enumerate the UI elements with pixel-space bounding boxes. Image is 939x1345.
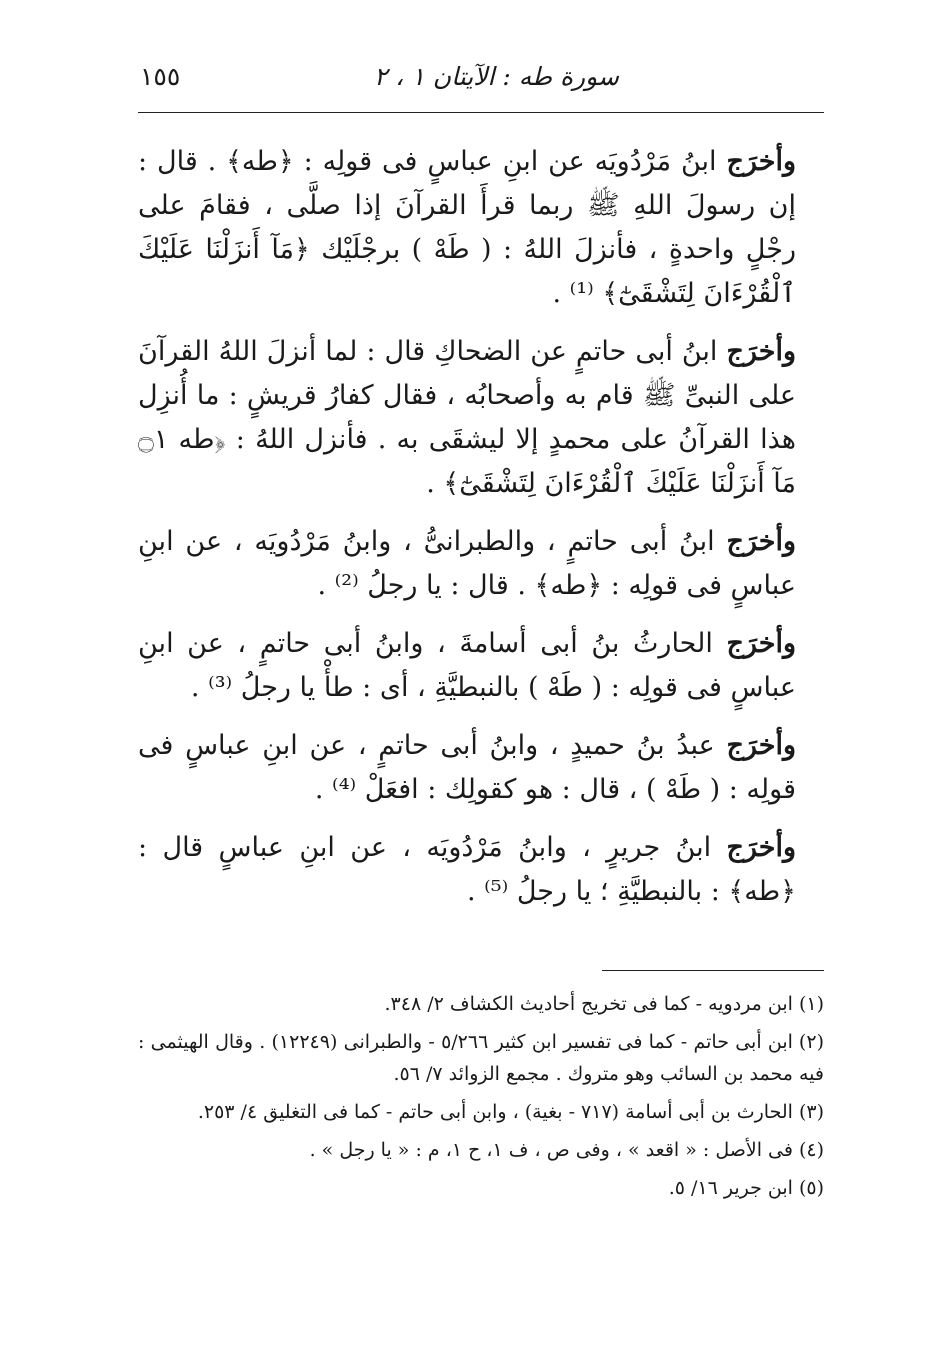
paragraph-lead: وأخرَج — [726, 526, 796, 557]
paragraph-lead: وأخرَج — [726, 146, 796, 177]
paragraph — [138, 826, 824, 914]
paragraph-text: الحارثُ بنُ أبى أسامةَ ، وابنُ أبى حاتمٍ ، عن ابنِ عباسٍ فى قولِه : ( طَهْ ) بالنبطيَّةِ ، أى : طأْ يا رجلُ ⁽³⁾ . — [138, 628, 796, 703]
footnote-number: (٢) — [798, 1031, 824, 1053]
paragraph — [138, 140, 824, 316]
footnote — [138, 1134, 824, 1166]
footnote-number: (١) — [798, 993, 824, 1015]
footnote — [138, 1026, 824, 1090]
footnote-text: ابن أبى حاتم - كما فى تفسير ابن كثير ٥/٢٦٦ - والطبرانى (١٢٢٤٩) . وقال الهيثمى : فيه محمد بن السائب وهو متروك . مجمع الزوائد ٧/ ٥٦. — [138, 1031, 824, 1085]
footnote — [138, 988, 824, 1020]
footnote-number: (٣) — [798, 1101, 824, 1123]
paragraph-lead: وأخرَج — [726, 628, 796, 659]
paragraph-lead: وأخرَج — [726, 832, 796, 863]
footnote — [138, 1096, 824, 1128]
footnote-number: (٤) — [798, 1139, 824, 1161]
paragraph-text: ابنُ أبى حاتمٍ ، والطبرانىُّ ، وابنُ مَرْدُويَه ، عن ابنِ عباسٍ فى قولِه : ﴿طه﴾ . قال : يا رجلُ ⁽²⁾ . — [138, 526, 796, 601]
page-number: ١٥٥ — [140, 62, 181, 91]
paragraph-text: ابنُ أبى حاتمٍ عن الضحاكِ قال : لما أنزلَ اللهُ القرآنَ على النبىِّ ﷺ قام به وأصحابُه ، فقال كفارُ قريشٍ : ما أُنزِل هذا القرآنُ على محمدٍ إلا ليشقَى به . فأنزل اللهُ : ﴿طه ۝١ مَآ أَنزَلْنَا عَلَيْكَ ٱلْقُرْءَانَ لِتَشْقَىٰٓ﴾ . — [138, 336, 796, 499]
footnote-number: (٥) — [798, 1177, 824, 1199]
paragraph-lead: وأخرَج — [726, 730, 796, 761]
paragraph — [138, 330, 824, 506]
running-header — [140, 58, 819, 98]
surah-title: سورة طه : الآيتان ١ ، ٢ — [373, 62, 619, 91]
footnote-text: ابن مردويه - كما فى تخريج أحاديث الكشاف ٢/ ٣٤٨. — [384, 993, 793, 1015]
paragraph — [138, 520, 824, 608]
paragraph-text: ابنُ جريرٍ ، وابنُ مَرْدُويَه ، عن ابنِ عباسٍ قال : ﴿طه﴾ : بالنبطيَّةِ ؛ يا رجلُ ⁽⁵⁾ . — [138, 832, 796, 907]
paragraph-text: عبدُ بنُ حميدٍ ، وابنُ أبى حاتمٍ ، عن ابنِ عباسٍ فى قولِه : ( طَهْ ) ، قال : هو كقولِك : افعَلْ ⁽⁴⁾ . — [138, 730, 796, 805]
footnote-text: فى الأصل : « اقعد » ، وفى ص ، ف ١، ح ١، م : « يا رجل » . — [309, 1139, 793, 1161]
paragraph-lead: وأخرَج — [726, 336, 796, 367]
footnote — [138, 1172, 824, 1204]
footnotes — [138, 988, 824, 1210]
main-text — [138, 140, 824, 928]
footnote-text: الحارث بن أبى أسامة (٧١٧ - بغية) ، وابن أبى حاتم - كما فى التغليق ٤/ ٢٥٣. — [197, 1101, 793, 1123]
paragraph — [138, 724, 824, 812]
paragraph — [138, 622, 824, 710]
header-rule — [138, 112, 824, 113]
paragraph-text: ابنُ مَرْدُويَه عن ابنِ عباسٍ فى قولِه : ﴿طه﴾ . قال : إن رسولَ اللهِ ﷺ ربما قرأَ القرآنَ إذا صلَّى ، فقامَ على رجْلٍ واحدةٍ ، فأنزلَ اللهُ : ( طَهْ ) برجْلَيْك ﴿مَآ أَنزَلْنَا عَلَيْكَ ٱلْقُرْءَانَ لِتَشْقَىٰٓ﴾ ⁽¹⁾ . — [138, 146, 796, 309]
footnote-text: ابن جرير ١٦/ ٥. — [668, 1177, 793, 1199]
footnote-separator — [602, 970, 824, 971]
